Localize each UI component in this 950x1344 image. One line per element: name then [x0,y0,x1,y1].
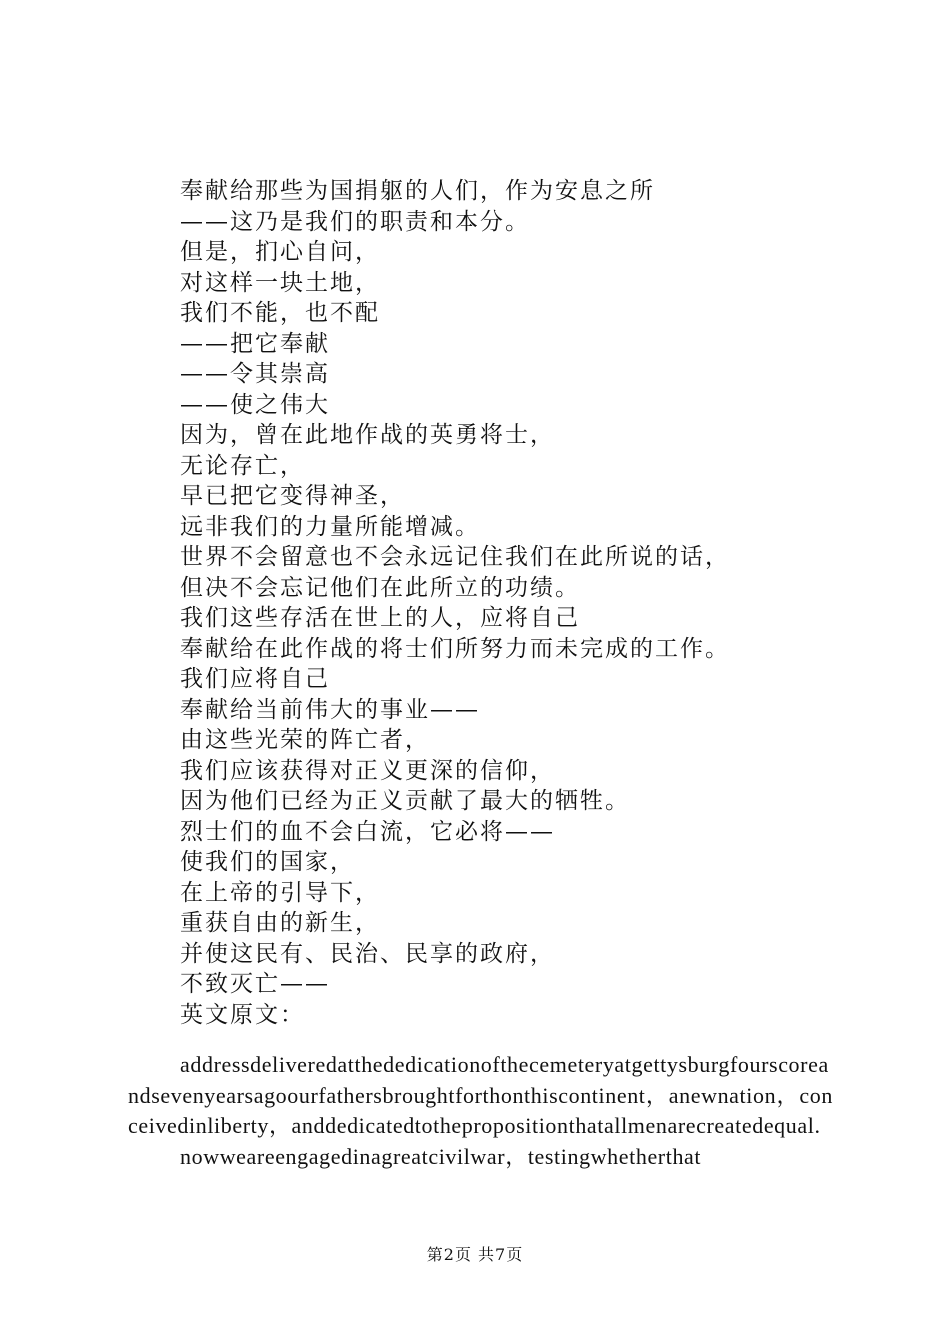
page-number-footer: 第2页 共7页 [426,1245,524,1264]
text-line: 不致灭亡—— [180,971,330,997]
text-line: 使我们的国家， [180,849,355,875]
text-line: 因为他们已经为正义贡献了最大的牺牲。 [180,788,630,814]
text-line: 并使这民有、民治、民享的政府， [180,940,555,967]
text-line: 远非我们的力量所能增减。 [180,513,480,540]
text-line: ——这乃是我们的职责和本分。 [180,208,530,235]
chinese-text-block [180,176,860,1030]
english-text-block [128,1050,833,1172]
english-paragraph: addressdeliveredatthededicationofthecemeteryatgettysburgfourscoreandsevenyearsagoourfathersbroughtforthonthiscontinent，anewnation，conceivedinliberty，anddedicatedtothepropositionthatallmenarecreatedequal. [128,1052,833,1138]
text-line: 重获自由的新生， [180,910,380,936]
text-line: 对这样一块土地， [180,269,380,296]
text-line: ——把它奉献 [180,330,330,357]
text-line: 奉献给那些为国捐躯的人们，作为安息之所 [180,178,655,204]
text-line: 世界不会留意也不会永远记住我们在此所说的话， [180,544,730,570]
text-line: 我们不能，也不配 [180,300,380,326]
section-heading: 英文原文： [180,1001,305,1028]
text-line: 由这些光荣的阵亡者， [180,727,430,753]
text-line: 我们应该获得对正义更深的信仰， [180,757,555,784]
text-line: 但是，扪心自问， [180,239,380,265]
text-line: 早已把它变得神圣， [180,483,405,509]
text-line: 我们应将自己 [180,666,330,692]
text-line: 烈士们的血不会白流，它必将—— [180,818,555,845]
text-line: 在上帝的引导下， [180,879,380,906]
english-paragraph: nowweareengagedinagreatcivilwar，testingwhetherthat [180,1143,702,1169]
text-line: 无论存亡， [180,452,305,479]
text-line: ——令其崇高 [180,361,330,387]
text-line: 我们这些存活在世上的人，应将自己 [180,605,580,631]
text-line: 奉献给在此作战的将士们所努力而未完成的工作。 [180,635,730,662]
text-line: 但决不会忘记他们在此所立的功绩。 [180,574,580,601]
text-line: 因为，曾在此地作战的英勇将士， [180,422,555,448]
text-line: ——使之伟大 [180,391,330,418]
text-line: 奉献给当前伟大的事业—— [180,696,480,723]
